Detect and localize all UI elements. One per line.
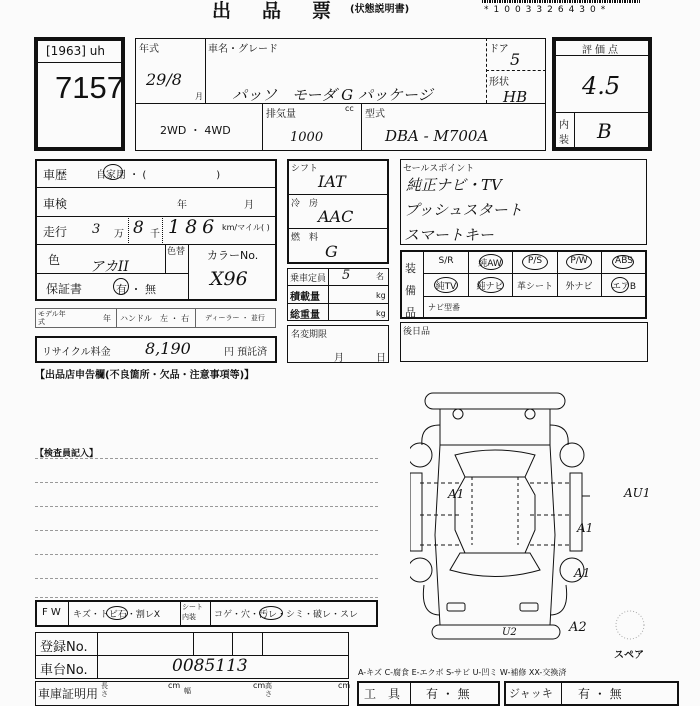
displacement-value: 1000	[290, 130, 324, 145]
page-subtitle: (状態説明書)	[350, 4, 410, 15]
recycle-unit: 円 預託済	[224, 347, 268, 358]
inspector-heading: 【検査員記入】	[35, 449, 99, 459]
garage-width-unit: cm	[253, 681, 266, 690]
mileage-sen-unit: 千	[150, 229, 160, 240]
gross-label: 総重量	[290, 310, 320, 321]
sales-point-line: プッシュスタート	[404, 201, 523, 219]
spare-label: スペア	[614, 650, 644, 661]
barcode-text: *1003326430*	[484, 5, 611, 15]
chassis-value: 0085113	[172, 656, 248, 676]
mileage-sen: 8	[133, 218, 144, 238]
ac-value: AAC	[318, 207, 354, 226]
circle-mark	[479, 254, 503, 270]
warranty-value: 有 ・ 無	[116, 283, 156, 296]
history-label: 車歴	[43, 168, 68, 182]
model-value: DBA - M700A	[385, 127, 489, 145]
damage-mark: U2	[502, 627, 517, 638]
equipment-ext-navi: 外ナビ	[565, 282, 593, 292]
ac-label: 冷 房	[291, 199, 319, 209]
name-label: 車名・グレード	[208, 44, 278, 55]
shape-value: HB	[503, 88, 528, 106]
later-items-box	[400, 322, 648, 362]
circle-mark	[522, 254, 548, 270]
handle-label: ハンドル 左 ・ 右	[120, 314, 190, 323]
inspection-month: 月	[244, 200, 254, 211]
seat-items: コゲ・穴・汚レ・シミ・破レ・スレ	[214, 610, 359, 620]
capacity-value: 5	[342, 268, 351, 283]
model-year-unit: 年	[103, 314, 111, 323]
name-change-label: 名変期限	[291, 330, 328, 340]
barcode	[482, 0, 640, 3]
name-change-month: 月	[334, 353, 344, 364]
equipment-ps: P/S	[527, 256, 543, 266]
fuel-value: G	[325, 242, 338, 261]
damage-legend: A-キズ C-腐食 E-エクボ S-サビ U-凹ミ W-補修 XX-交換済	[358, 668, 567, 677]
equipment-tv: 純TV	[435, 282, 457, 292]
mileage-man-unit: 万	[114, 229, 124, 240]
color-label: 色	[48, 253, 61, 267]
mileage-rest: 186	[168, 216, 220, 238]
lot-tag: [1963] uh	[46, 44, 105, 58]
damage-mark: A1	[448, 487, 465, 501]
equipment-airbag: エアB	[611, 282, 637, 292]
circle-mark	[612, 255, 634, 269]
garage-length: 長さ	[101, 682, 108, 698]
gross-unit: kg	[376, 309, 386, 318]
circle-mark	[478, 277, 504, 293]
damage-mark: A2	[569, 620, 587, 635]
displacement-unit: cc	[345, 104, 354, 113]
interior-label: 内	[559, 120, 569, 131]
circle-mark	[611, 277, 629, 293]
equipment-pw: P/W	[570, 256, 588, 266]
shape-label: 形状	[489, 77, 509, 88]
tools-label: 工 具	[364, 687, 401, 701]
interior-value: B	[597, 119, 612, 143]
color-change-label: 色替	[167, 247, 186, 257]
color-no-label: カラーNo.	[207, 249, 259, 262]
load-unit: kg	[376, 291, 386, 300]
mileage-unit: km/マイル( )	[222, 223, 270, 232]
circle-mark	[106, 606, 128, 620]
shift-label: シフト	[291, 164, 319, 174]
inspection-year: 年	[177, 200, 187, 211]
fw-items: キズ・トビ石・割レX	[73, 610, 160, 620]
inspection-label: 車検	[43, 197, 68, 211]
equipment-abs: ABS	[615, 256, 633, 266]
capacity-label: 乗車定員	[290, 274, 327, 284]
month-label: 月	[195, 92, 203, 101]
circle-mark	[434, 277, 458, 293]
later-items-label: 後日品	[403, 327, 431, 337]
tools-value[interactable]: 有 ・ 無	[426, 687, 470, 701]
load-label: 積載量	[290, 292, 320, 303]
equipment-label: 装備品	[405, 262, 416, 319]
mileage-man: 3	[92, 222, 101, 237]
chassis-label: 車台No.	[40, 663, 88, 678]
garage-height-unit: cm	[338, 681, 351, 690]
fw-label: F W	[42, 607, 61, 618]
color-no-value: X96	[210, 268, 248, 290]
declaration-heading: 【出品店申告欄(不良箇所・欠品・注意事項等)】	[35, 370, 255, 381]
shift-value: IAT	[318, 172, 346, 191]
garage-width: 幅	[184, 687, 191, 695]
year-label: 年式	[139, 44, 159, 55]
door-value: 5	[510, 50, 521, 69]
page-title: 出 品 票	[212, 0, 338, 22]
seat-label: シート内装	[182, 603, 203, 621]
damage-mark: AU1	[624, 486, 651, 500]
damage-mark: A1	[574, 566, 591, 580]
garage-length-unit: cm	[168, 681, 181, 690]
recycle-value: 8,190	[145, 339, 191, 358]
equipment-navi: 純ナビ	[476, 282, 504, 292]
score-value: 4.5	[582, 72, 621, 100]
name-change-day: 日	[376, 353, 386, 364]
displacement-label: 排気量	[266, 109, 296, 120]
jack-value[interactable]: 有 ・ 無	[578, 687, 622, 701]
equipment-leather: 革シート	[516, 282, 553, 292]
year-value: 29/8	[146, 70, 182, 89]
name-value: パッソ モーダ G パッケージ	[232, 86, 433, 104]
sales-point-line: スマートキー	[404, 226, 494, 244]
dealer-label: ディーラー ・ 並行	[205, 314, 265, 322]
warranty-label: 保証書	[46, 282, 83, 296]
drive-label: 2WD ・ 4WD	[160, 124, 231, 137]
interior-label-2: 装	[559, 135, 569, 146]
car-damage-diagram	[410, 385, 650, 655]
lot-number: 7157	[55, 70, 124, 105]
damage-mark: A1	[577, 521, 594, 535]
history-value: 自家用 ・ ( )	[96, 170, 221, 181]
circle-mark	[113, 278, 129, 295]
color-value: アカII	[90, 259, 129, 275]
navi-model-label: ナビ型番	[428, 303, 460, 312]
sales-point-line: 純正ナビ・TV	[406, 176, 502, 194]
registration-label: 登録No.	[40, 640, 88, 655]
equipment-sr: S/R	[438, 256, 454, 266]
jack-label: ジャッキ	[509, 687, 553, 700]
sales-point-label: セールスポイント	[403, 164, 475, 174]
recycle-label: リサイクル料金	[42, 347, 111, 358]
circle-mark	[103, 164, 123, 180]
door-label: ドア	[489, 44, 509, 55]
model-year-label: モデル年式	[38, 310, 66, 326]
circle-mark	[259, 606, 283, 620]
fuel-label: 燃 料	[291, 233, 319, 243]
capacity-unit: 名	[376, 272, 384, 281]
garage-height: 高さ	[265, 682, 272, 698]
garage-label: 車庫証明用	[38, 687, 99, 701]
mileage-label: 走行	[43, 225, 68, 239]
equipment-aw: 純AW	[478, 259, 502, 269]
score-label: 評価点	[582, 45, 621, 56]
model-label: 型式	[365, 109, 385, 120]
circle-mark	[566, 254, 592, 270]
